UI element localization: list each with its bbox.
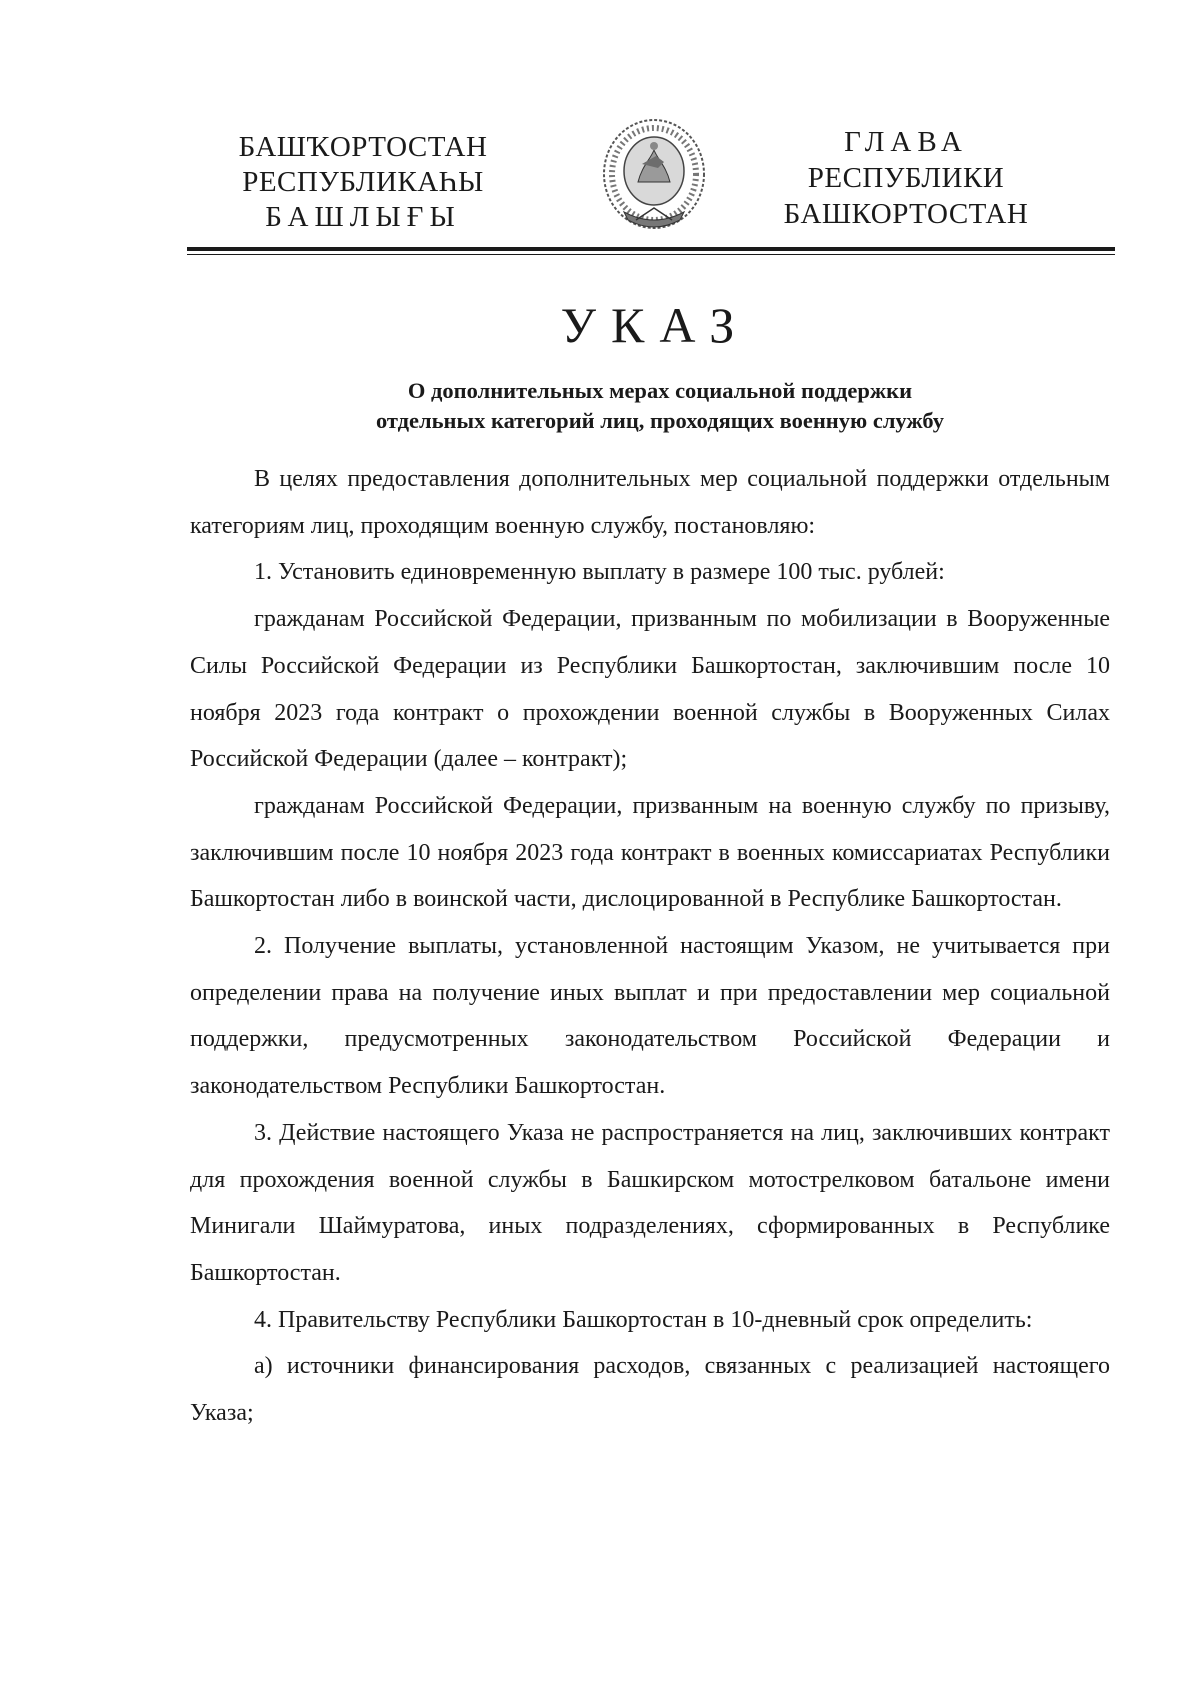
body-paragraph-item-1-mobilized: гражданам Российской Федерации, призванным по мобилизации в Вооруженные Силы Российской Федерации из Республики Башкортостан, заключившим после 10 ноября 2023 года контракт о прохождении военной службы в Вооруженных Силах Российской Федерации (далее – контракт); [190, 606, 1110, 773]
body-paragraph-item-1-conscripts: гражданам Российской Федерации, призванным на военную службу по призыву, заключившим после 10 ноября 2023 года контракт в военных комиссариатах Республики Башкортостан либо в воинской части, дислоцированной в Республике Башкортостан. [190, 792, 1110, 913]
decree-subject-line-1: О дополнительных мерах социальной поддержки [407, 378, 913, 403]
header-divider-thick [187, 247, 1115, 251]
document-type-title: УКАЗ [560, 297, 750, 353]
body-paragraph-item-4: 4. Правительству Республики Башкортостан в 10-дневный срок определить: [254, 1306, 1033, 1333]
header-left-line-2: РЕСПУБЛИКАҺЫ [242, 166, 484, 198]
header-divider-thin [187, 254, 1115, 255]
decree-subject [270, 376, 1050, 436]
header-russian-title [766, 124, 1046, 232]
header-right-line-2: РЕСПУБЛИКИ [807, 162, 1005, 194]
decree-subject-line-2: отдельных категорий лиц, проходящих военную службу [375, 408, 945, 433]
header-left-line-3: БАШЛЫҒЫ [265, 201, 461, 233]
header-right-line-1: ГЛАВА [844, 126, 968, 158]
decree-body [190, 456, 1110, 1437]
body-paragraph-preamble: В целях предоставления дополнительных мер социальной поддержки отдельным категориям лиц, проходящим военную службу, постановляю: [190, 466, 1110, 539]
header-left-line-1: БАШҠОРТОСТАН [238, 131, 488, 163]
body-paragraph-item-1: 1. Установить единовременную выплату в размере 100 тыс. рублей: [254, 559, 945, 586]
body-paragraph-item-3: 3. Действие настоящего Указа не распространяется на лиц, заключивших контракт для прохождения военной службы в Башкирском мотострелковом батальоне имени Минигали Шаймуратова, иных подразделениях, сформированных в Республике Башкортостан. [190, 1119, 1110, 1286]
bashkortostan-coat-of-arms-icon [598, 116, 710, 236]
header-right-line-3: БАШКОРТОСТАН [783, 198, 1029, 230]
body-paragraph-item-2: 2. Получение выплаты, установленной настоящим Указом, не учитывается при определении права на получение иных выплат и при предоставлении мер социальной поддержки, предусмотренных законодательством Российской Федерации и законодательством Республики Башкортостан. [190, 933, 1110, 1100]
header-bashkir-title [228, 130, 498, 235]
body-paragraph-item-4a: а) источники финансирования расходов, связанных с реализацией настоящего Указа; [190, 1353, 1110, 1427]
